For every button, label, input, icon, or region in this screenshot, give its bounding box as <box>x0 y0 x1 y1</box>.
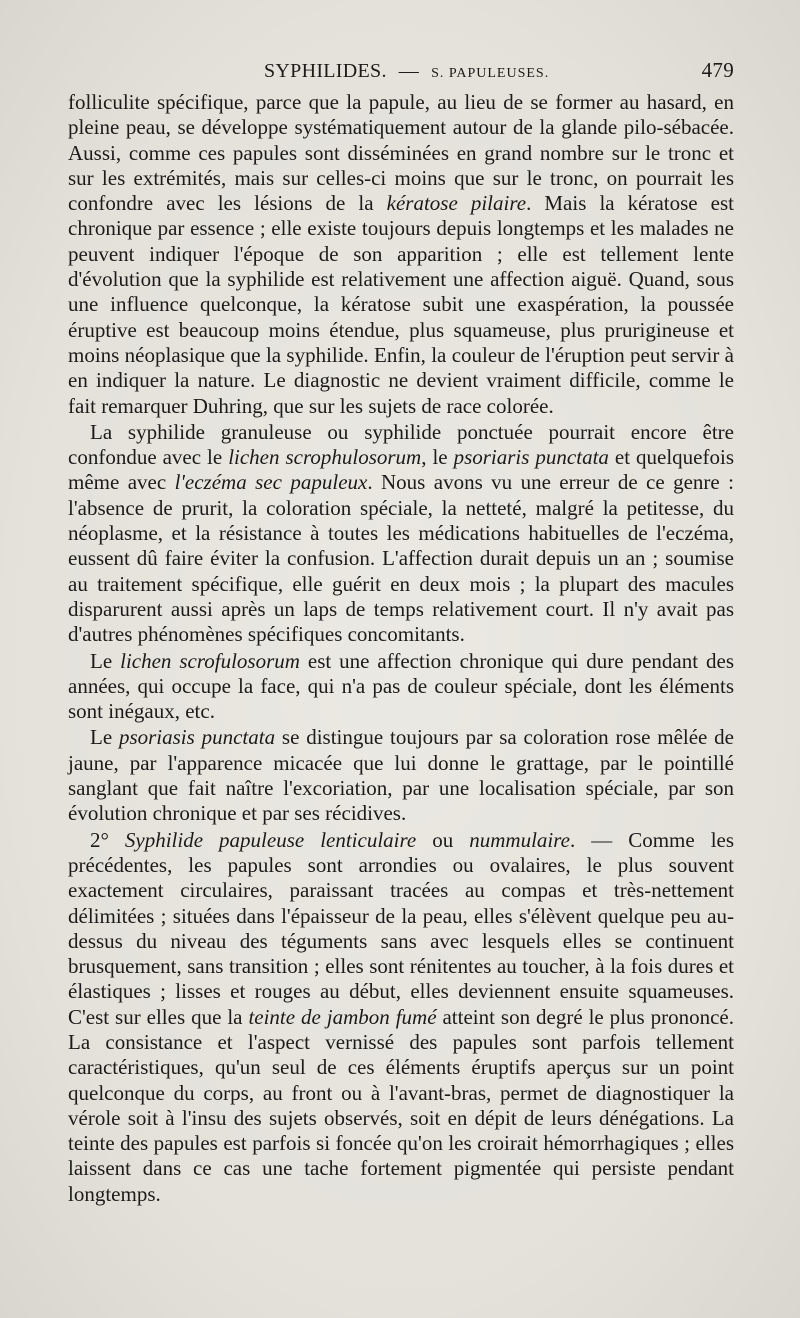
italic-term: Syphilide papuleuse lenticulaire <box>124 827 417 852</box>
text-run: est une affection chronique qui dure pendant des années, qui occupe la face, qui n'a pas de couleur spéciale, dont les éléments sont inégaux, etc. <box>68 648 734 724</box>
paragraph <box>68 420 734 648</box>
text-run: , le <box>421 445 454 470</box>
running-head-separator: — <box>398 60 420 82</box>
paragraph <box>68 828 734 1207</box>
text-run: . — Comme les précédentes, les papules sont arrondies ou ovalaires, le plus souvent exactement circulaires, paraissant tracées au compas et très-nettement délimitées ; situées dans l'épaisseur de la peau, elles s'élèvent quelque peu au-dessus du niveau des téguments sans avec lesquels elles se continuent brusquement, sans transition ; elles sont rénitentes au toucher, à la fois dures et élastiques ; lisses et rouges au début, elles deviennent ensuite squameuses. C'est sur elles que la <box>68 827 735 1029</box>
page-number: 479 <box>701 58 734 82</box>
text-run: et quelquefois même avec <box>68 445 734 495</box>
paragraph <box>68 725 734 826</box>
running-head <box>68 58 734 88</box>
paragraph <box>68 90 734 419</box>
running-head-title: SYPHILIDES. <box>264 60 387 82</box>
text-run: La syphilide granuleuse ou syphilide ponctuée pourrait encore être confondue avec le <box>68 419 734 470</box>
italic-term: kératose pilaire <box>386 191 527 216</box>
italic-term: psoriaris punctata <box>453 445 609 470</box>
italic-term: nummulaire <box>469 827 570 852</box>
text-run: Le <box>90 648 121 673</box>
text-run: Le <box>90 725 119 750</box>
text-run: 2° <box>90 827 125 852</box>
italic-term: psoriasis punctata <box>118 725 276 750</box>
text-run: atteint son degré le plus prononcé. La consistance et l'aspect vernissé des papules sont parfois tellement caractéristiques, qu'un seul de ces éléments éruptifs aperçus sur un point quelconque du corps, au front ou à l'avant-bras, permet de diagnostiquer la vérole soit à l'insu des sujets observés, soit en dépit de leurs dénégations. La teinte des papules est parfois si foncée qu'on les croirait hémorrhagiques ; elles laissent dans ce cas une tache fortement pigmentée qui persiste pendant longtemps. <box>68 1004 734 1206</box>
text-run: folliculite spécifique, parce que la papule, au lieu de se former au hasard, en pleine peau, se développe systématiquement autour de la glande pilo-sébacée. Aussi, comme ces papules sont disséminées en grand nombre sur le tronc et sur les extrémités, mais sur celles-ci moins que sur le tronc, on pourrait les confondre avec les lésions de la <box>68 90 734 216</box>
italic-term: lichen scrophulosorum <box>228 445 422 470</box>
paragraph <box>68 649 734 725</box>
italic-term: l'eczéma sec papuleux <box>174 470 368 495</box>
running-head-subtitle: S. PAPULEUSES. <box>431 66 550 81</box>
text-run: . Nous avons vu une erreur de ce genre : l'absence de prurit, la coloration spéciale, la netteté, malgré la petitesse, du néoplasme, et la résistance à toutes les médications habituelles de l'eczéma, eussent dû faire éviter la confusion. L'affection durait depuis un an ; soumise au traitement spécifique, elle guérit en deux mois ; la plupart des macules disparurent aussi après un laps de temps relativement court. Il n'y avait pas d'autres phénomènes spécifiques concomitants. <box>68 470 734 647</box>
text-run: se distingue toujours par sa coloration rose mêlée de jaune, par l'apparence micacée que lui donne le grattage, par le pointillé sanglant que fait naître l'excoriation, par une localisation spéciale, par son évolution chronique et par ses récidives. <box>68 725 734 826</box>
text-run: . Mais la kératose est chronique par essence ; elle existe toujours depuis longtemps et les malades ne peuvent indiquer l'époque de son apparition ; elle est tellement lente d'évolution que la syphilide est relativement une affection aiguë. Quand, sous une influence quelconque, la kératose subit une exaspération, la poussée éruptive est beaucoup moins étendue, plus squameuse, plus prurigineuse et moins néoplasique que la syphilide. Enfin, la couleur de l'éruption peut servir à en indiquer la nature. Le diagnostic ne devient vraiment difficile, comme le fait remarquer Duhring, que sur les sujets de race colorée. <box>68 191 735 418</box>
italic-term: lichen scrofulosorum <box>120 648 300 673</box>
body-text <box>68 90 734 1207</box>
italic-term: teinte de jambon fumé <box>248 1004 437 1029</box>
text-run: ou <box>416 827 470 852</box>
